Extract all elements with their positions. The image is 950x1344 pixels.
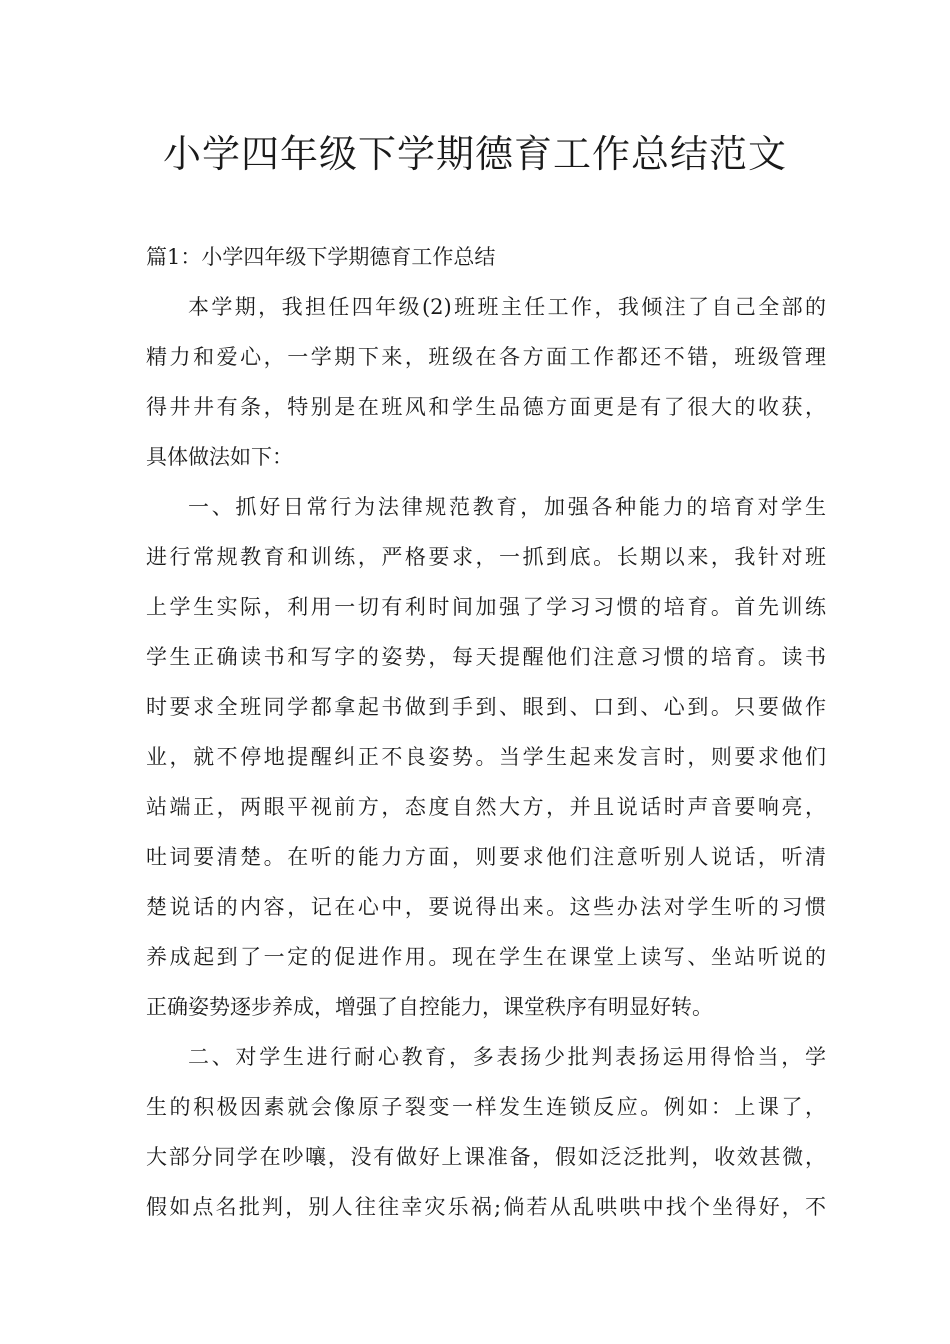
body-line: 吐词要清楚。在听的能力方面，则要求他们注意听别人说话，听清 [146, 845, 826, 869]
body-line: 二、对学生进行耐心教育，多表扬少批判表扬运用得恰当，学 [188, 1045, 826, 1069]
document-body [146, 232, 826, 1232]
body-line: 业，就不停地提醒纠正不良姿势。当学生起来发言时，则要求他们 [146, 745, 826, 769]
body-line: 上学生实际，利用一切有利时间加强了学习习惯的培育。首先训练 [146, 595, 826, 619]
body-line: 精力和爱心，一学期下来，班级在各方面工作都还不错，班级管理 [146, 345, 826, 369]
body-line: 得井井有条，特别是在班风和学生品德方面更是有了很大的收获， [146, 395, 826, 419]
body-line: 时要求全班同学都拿起书做到手到、眼到、口到、心到。只要做作 [146, 695, 826, 719]
body-line: 假如点名批判，别人往往幸灾乐祸;倘若从乱哄哄中找个坐得好，不 [146, 1195, 826, 1219]
body-line: 养成起到了一定的促进作用。现在学生在课堂上读写、坐站听说的 [146, 945, 826, 969]
section-heading: 篇1：小学四年级下学期德育工作总结 [146, 245, 496, 269]
body-line: 学生正确读书和写字的姿势，每天提醒他们注意习惯的培育。读书 [146, 645, 826, 669]
body-line: 具体做法如下： [146, 445, 293, 469]
body-line: 楚说话的内容，记在心中，要说得出来。这些办法对学生听的习惯 [146, 895, 826, 919]
body-line: 站端正，两眼平视前方，态度自然大方，并且说话时声音要响亮， [146, 795, 826, 819]
body-line: 大部分同学在吵嚷，没有做好上课准备，假如泛泛批判，收效甚微， [146, 1145, 826, 1169]
document-title: 小学四年级下学期德育工作总结范文 [162, 132, 787, 176]
body-line: 正确姿势逐步养成，增强了自控能力，课堂秩序有明显好转。 [146, 995, 713, 1019]
body-line: 生的积极因素就会像原子裂变一样发生连锁反应。例如：上课了， [146, 1095, 826, 1119]
body-line: 一、抓好日常行为法律规范教育，加强各种能力的培育对学生 [188, 495, 826, 519]
body-line: 本学期，我担任四年级(2)班班主任工作，我倾注了自己全部的 [188, 295, 826, 319]
body-line: 进行常规教育和训练，严格要求，一抓到底。长期以来，我针对班 [146, 545, 826, 569]
